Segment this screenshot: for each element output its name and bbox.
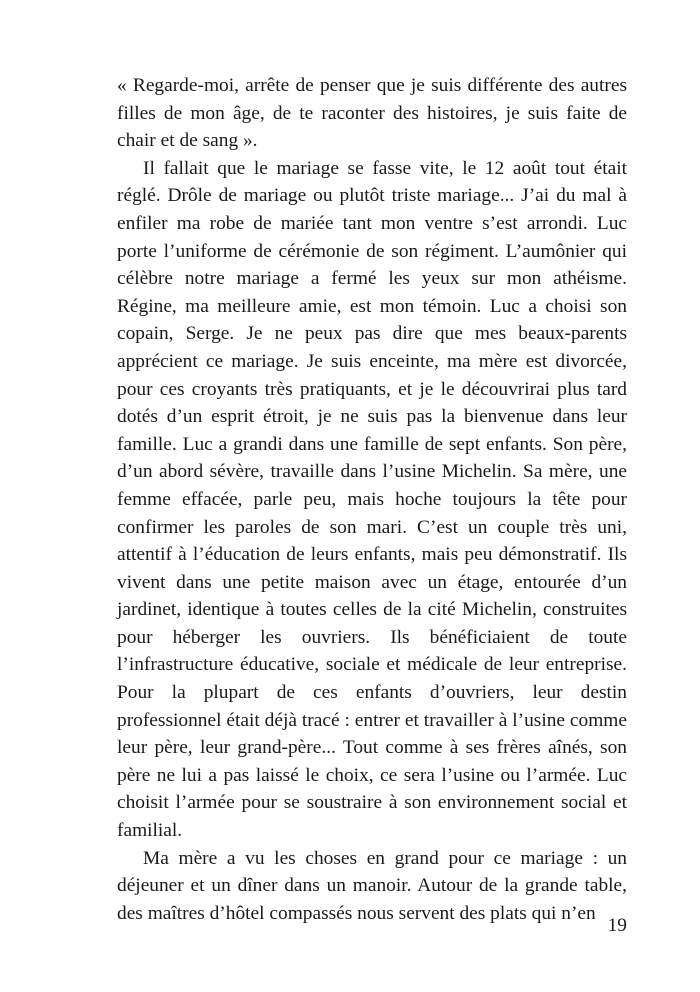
paragraph-manor: Ma mère a vu les choses en grand pour ce mariage : un déjeuner et un dîner dans un manoir. Autour de la grande table, des maîtres d’hôtel compassés nous servent des plats qui n’en bbox=[117, 847, 627, 924]
paragraph-wedding: Il fallait que le mariage se fasse vite, le 12 août tout était réglé. Drôle de mariage ou plutôt triste mariage... J’ai du mal à enfiler ma robe de mariée tant mon ventre s’est arrondi. Luc porte l’uniforme de cérémonie de son régiment. L’aumônier qui célèbre notre mariage a fermé les yeux sur mon athéisme. Régine, ma meilleure amie, est mon témoin. Luc a choisi son copain, Serge. Je ne peux pas dire que mes beaux-parents apprécient ce mariage. Je suis enceinte, ma mère est divorcée, pour ces croyants très pratiquants, et je le découvrirai plus tard dotés d’un esprit étroit, je ne suis pas la bienvenue dans leur famille. Luc a grandi dans une famille de sept enfants. Son père, d’un abord sévère, travaille dans l’usine Michelin. Sa mère, une femme effacée, parle peu, mais hoche toujours la tête pour confirmer les paroles de son mari. C’est un couple très uni, attentif à l’éducation de leurs enfants, mais peu démonstratif. Ils vivent dans une petite maison avec un étage, entourée d’un jardinet, identique à toutes celles de la cité Michelin, construites pour héberger les ouvriers. Ils bénéficiaient de toute l’infrastructure éducative, sociale et médicale de leur entreprise. Pour la plupart de ces enfants d’ouvriers, leur destin professionnel était déjà tracé : entrer et travailler à l’usine comme leur père, leur grand-père... Tout comme à ses frères aînés, son père ne lui a pas laissé le choix, ce sera l’usine ou l’armée. Luc choisit l’armée pour se soustraire à son environnement social et familial. bbox=[117, 157, 627, 842]
paragraph-continuation: « Regarde-moi, arrête de penser que je suis différente des autres filles de mon âge, de te raconter des histoires, je suis faite de chair et de sang ». bbox=[117, 75, 627, 152]
body-text bbox=[117, 72, 627, 927]
page-number: 19 bbox=[607, 915, 627, 936]
